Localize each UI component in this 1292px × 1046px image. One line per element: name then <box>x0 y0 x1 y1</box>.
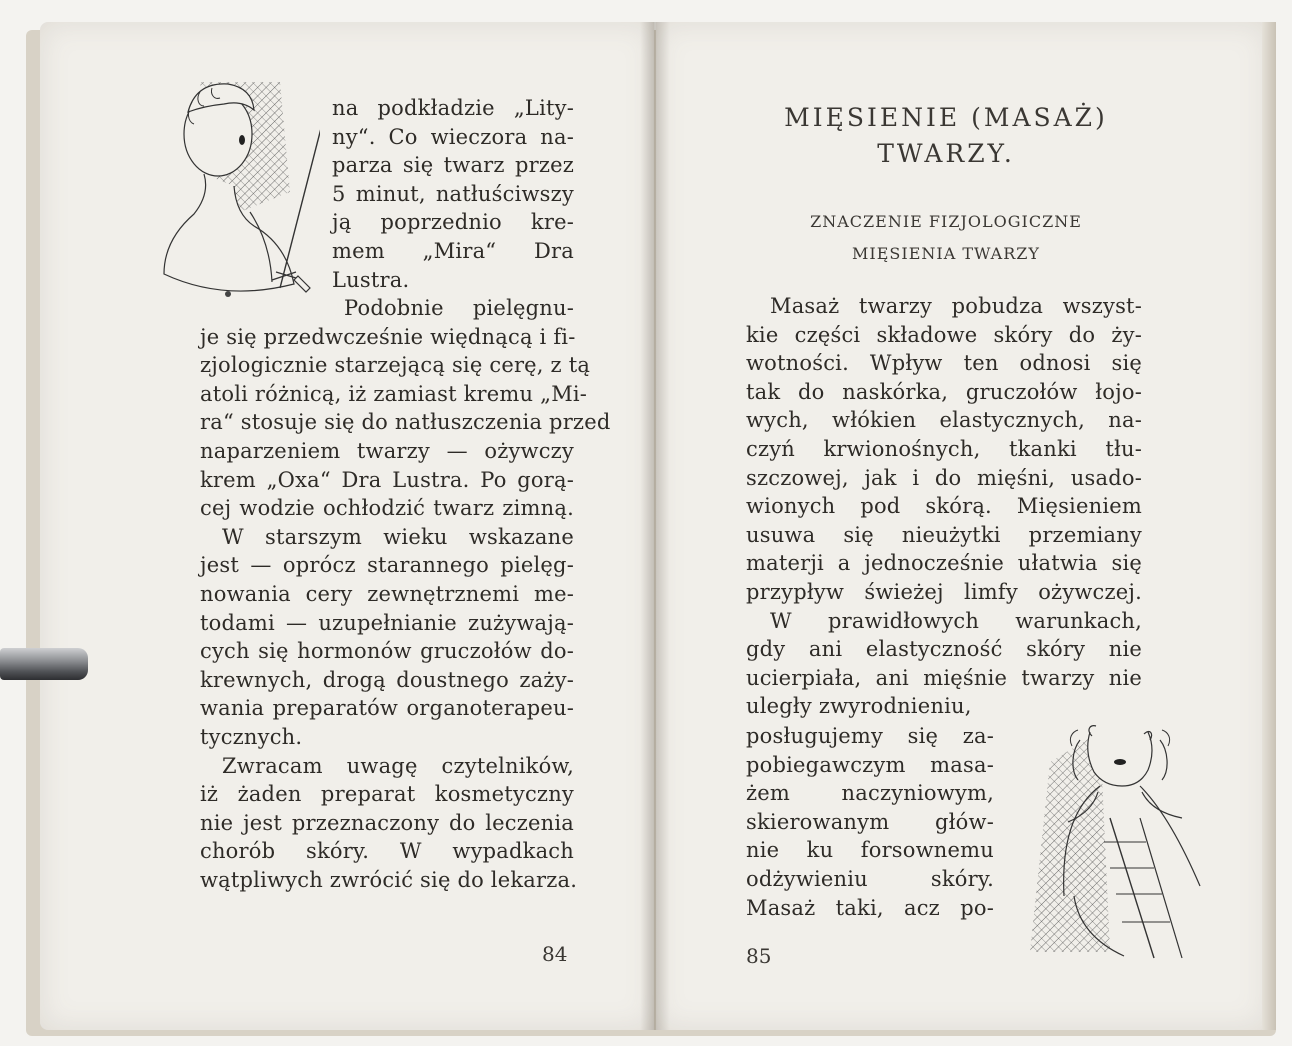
text-line: ra“ stosuje się do natłuszczenia przed <box>200 410 611 435</box>
text-line: czyń krwionośnych, tkanki tłu- <box>746 436 1142 461</box>
text-line: uległy zwyrodnieniu, <box>746 694 972 719</box>
text-line: Masaż taki, acz po- <box>746 895 994 920</box>
section-subtitle-line: MIĘSIENIA TWARZY <box>852 244 1040 263</box>
text-line: wątpliwych zwrócić się do lekarza. <box>200 867 578 892</box>
section-subtitle <box>736 206 1156 270</box>
text-line: wotności. Wpływ ten odnosi się <box>746 351 1142 376</box>
text-line: odżywieniu skóry. <box>746 866 994 891</box>
chapter-title-line: TWARZY. <box>877 139 1015 168</box>
text-line: mem „Mira“ Dra <box>332 238 574 263</box>
text-line: nie ku forsownemu <box>746 838 994 863</box>
text-line: usuwa się nieużytki przemiany <box>746 522 1142 547</box>
text-line: ją poprzednio kre- <box>332 210 574 235</box>
text-line: iż żaden preparat kosmetyczny <box>200 782 574 807</box>
text-line: ucierpiała, ani mięśnie twarzy nie <box>746 665 1142 690</box>
text-line: gdy ani elastyczność skóry nie <box>746 637 1142 662</box>
text-line: tak do naskórka, gruczołów łojo- <box>746 379 1142 404</box>
text-line: wionych pod skórą. Mięsieniem <box>746 494 1142 519</box>
text-line: naparzeniem twarzy — ożywczy <box>200 438 574 463</box>
text-line: Podobnie pielęgnu- <box>344 296 574 320</box>
text-line: cej wodzie ochłodzić twarz zimną. <box>200 496 574 521</box>
text-line: wych, włókien elastycznych, na- <box>746 408 1142 433</box>
text-line: posługujemy się za- <box>746 724 994 748</box>
text-line: W starszym wieku wskazane <box>222 524 574 549</box>
left-full-paragraph <box>200 294 611 894</box>
text-line: W prawidłowych warunkach, <box>770 608 1142 633</box>
text-line: ny“. Co wieczora na- <box>332 124 574 149</box>
text-line: na podkładzie „Lity- <box>332 96 574 120</box>
text-line: krewnych, drogą doustnego zaży- <box>200 667 574 692</box>
text-line: skierowanym głów- <box>746 809 994 834</box>
text-line: Zwracam uwagę czytelników, <box>222 753 574 778</box>
left-page <box>40 22 654 1030</box>
text-line: materji a jednocześnie ułatwia się <box>746 551 1142 576</box>
face-massage-illustration <box>1020 722 1210 962</box>
metal-clip <box>0 648 88 680</box>
text-line: wania preparatów organoterapeu- <box>200 696 574 721</box>
left-wrap-paragraph <box>332 94 574 294</box>
page-number-left: 84 <box>542 942 568 966</box>
text-line: nie jest przeznaczony do leczenia <box>200 810 574 835</box>
text-line: kie części składowe skóry do ży- <box>746 322 1142 347</box>
text-line: parza się twarz przez <box>332 153 574 178</box>
text-line: je się przedwcześnie więdnącą i fi- <box>200 324 576 349</box>
text-line: Lustra. <box>332 267 410 292</box>
section-subtitle-line: ZNACZENIE FIZJOLOGICZNE <box>810 212 1082 231</box>
text-line: chorób skóry. W wypadkach <box>200 839 574 864</box>
text-line: Masaż twarzy pobudza wszyst- <box>770 294 1142 318</box>
text-line: żem naczyniowym, <box>746 781 994 806</box>
text-line: 5 minut, natłuściwszy <box>332 181 574 206</box>
book-gutter <box>640 22 670 1030</box>
right-page <box>656 22 1268 1030</box>
text-line: jest — oprócz starannego pielęg- <box>200 553 574 578</box>
woman-writing-illustration <box>130 62 320 322</box>
page-stack-edge <box>1262 22 1276 1030</box>
right-full-paragraph <box>746 292 1142 721</box>
right-wrap-paragraph <box>746 722 994 922</box>
text-line: zjologicznie starzejącą się cerę, z tą <box>200 353 591 378</box>
page-number-right: 85 <box>746 944 772 968</box>
text-line: przypływ świeżej limfy ożywczej. <box>746 579 1142 604</box>
text-line: pobiegawczym masa- <box>746 752 994 777</box>
text-line: nowania cery zewnętrznemi me- <box>200 581 574 606</box>
text-line: atoli różnicą, iż zamiast kremu „Mi- <box>200 381 588 406</box>
text-line: todami — uzupełnianie zużywają- <box>200 610 574 635</box>
chapter-title-line: MIĘSIENIE (MASAŻ) <box>784 103 1108 132</box>
text-line: krem „Oxa“ Dra Lustra. Po gorą- <box>200 467 574 492</box>
text-line: szczowej, jak i do mięśni, usado- <box>746 465 1142 490</box>
chapter-title <box>716 100 1176 172</box>
text-line: tycznych. <box>200 724 303 749</box>
text-line: cych się hormonów gruczołów do- <box>200 639 574 664</box>
